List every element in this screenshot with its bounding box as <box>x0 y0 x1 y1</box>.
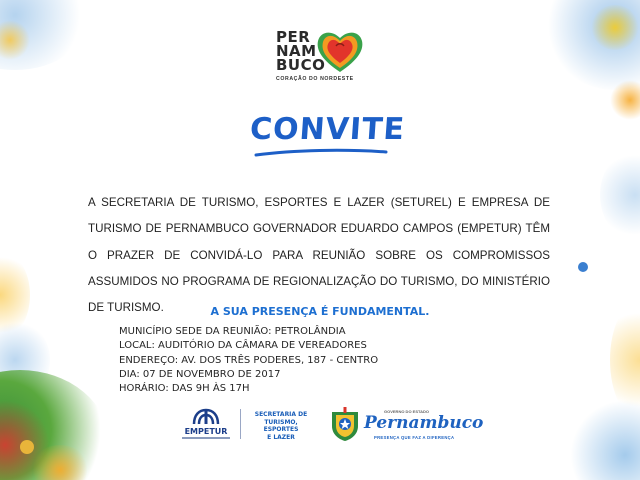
detail-municipality: MUNICÍPIO SEDE DA REUNIÃO: PETROLÂNDIA <box>119 326 346 337</box>
logo-line-1: PER <box>276 28 311 46</box>
empetur-subline <box>182 437 230 439</box>
meeting-details <box>119 325 378 396</box>
page-title: CONVITE <box>248 112 407 147</box>
secretaria-logo <box>246 411 316 441</box>
logo-line-2: NAM <box>276 42 317 60</box>
empetur-emblem-icon <box>191 408 221 426</box>
secretaria-line-2: TURISMO, ESPORTES <box>263 418 299 434</box>
state-coat-of-arms-icon <box>328 406 362 442</box>
logo-line-3: BUCO <box>276 56 326 74</box>
detail-time: HORÁRIO: DAS 9H ÀS 17H <box>119 383 250 395</box>
logo-tagline: CORAÇÃO DO NORDESTE <box>276 76 354 82</box>
gov-slogan: PRESENÇA QUE FAZ A DIFERENÇA <box>374 435 455 440</box>
secretaria-line-1: SECRETARIA DE <box>254 411 308 418</box>
detail-address: ENDEREÇO: AV. DOS TRÊS PODERES, 187 - CENTRO <box>119 354 379 366</box>
gov-name: Pernambuco <box>364 413 484 433</box>
empetur-logo <box>180 408 232 442</box>
detail-date: DIA: 07 DE NOVEMBRO DE 2017 <box>119 368 281 380</box>
footer-divider <box>240 409 241 439</box>
empetur-label: EMPETUR <box>184 427 228 436</box>
title-underline <box>254 148 388 158</box>
gov-small-label: GOVERNO DO ESTADO <box>384 409 430 414</box>
invitation-text: A SECRETARIA DE TURISMO, ESPORTES E LAZER (SETUREL) E EMPRESA DE TURISMO DE PERNAMBUCO GOVERNADOR EDUARDO CAMPOS (EMPETUR) TÊM O PRAZER DE CONVIDÁ-LO PARA REUNIÃO SOBRE OS COMPROMISSOS ASSUMIDOS NO PROGRAMA DE REGIONALIZAÇÃO DO TURISMO, DO MINISTÉRIO DE TURISMO. <box>88 196 550 315</box>
detail-location: LOCAL: AUDITÓRIO DA CÂMARA DE VEREADORES <box>119 340 367 352</box>
heart-icon <box>316 28 364 74</box>
pernambuco-logo <box>276 28 372 90</box>
government-logo <box>328 406 484 444</box>
presence-note: A SUA PRESENÇA É FUNDAMENTAL. <box>210 305 430 318</box>
secretaria-line-3: E LAZER <box>267 433 295 441</box>
